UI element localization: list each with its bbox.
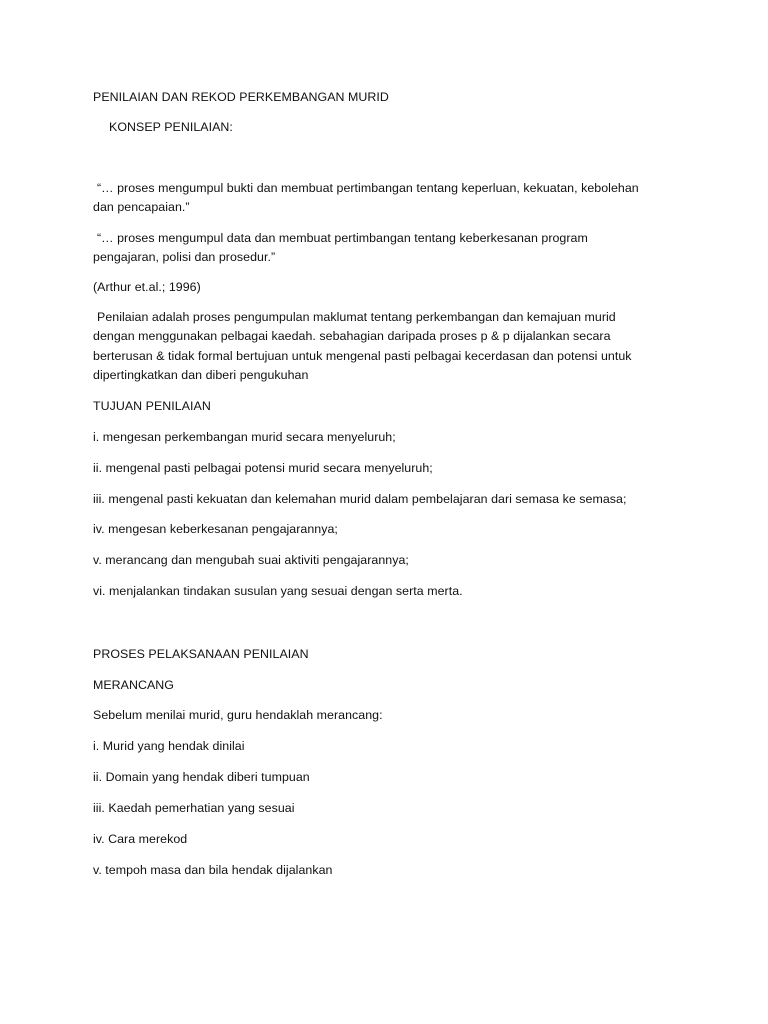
objective-item: iv. mengesan keberkesanan pengajarannya; bbox=[93, 522, 338, 536]
objective-item: i. mengesan perkembangan murid secara menyeluruh; bbox=[93, 430, 396, 444]
objective-item: v. merancang dan mengubah suai aktiviti pengajarannya; bbox=[93, 553, 409, 567]
planning-item: v. tempoh masa dan bila hendak dijalankan bbox=[93, 863, 333, 877]
process-heading: PROSES PELAKSANAAN PENILAIAN bbox=[93, 647, 309, 661]
planning-heading: MERANCANG bbox=[93, 678, 174, 692]
quote2-line2: pengajaran, polisi dan prosedur.” bbox=[93, 250, 276, 264]
citation: (Arthur et.al.; 1996) bbox=[93, 280, 201, 294]
planning-item: i. Murid yang hendak dinilai bbox=[93, 739, 245, 753]
objective-item: iii. mengenal pasti kekuatan dan kelemahan murid dalam pembelajaran dari semasa ke semasa; bbox=[93, 492, 627, 506]
quote1-line1: “… proses mengumpul bukti dan membuat pertimbangan tentang keperluan, kekuatan, kebolehan bbox=[97, 181, 639, 195]
paragraph-line2: dengan menggunakan pelbagai kaedah. sebahagian daripada proses p & p dijalankan secara bbox=[93, 329, 611, 343]
paragraph-line1: Penilaian adalah proses pengumpulan maklumat tentang perkembangan dan kemajuan murid bbox=[97, 310, 616, 324]
objectives-heading: TUJUAN PENILAIAN bbox=[93, 399, 211, 413]
objective-item: vi. menjalankan tindakan susulan yang sesuai dengan serta merta. bbox=[93, 584, 463, 598]
concept-heading: KONSEP PENILAIAN: bbox=[109, 120, 233, 134]
quote2-line1: “… proses mengumpul data dan membuat pertimbangan tentang keberkesanan program bbox=[97, 231, 588, 245]
paragraph-line4: dipertingkatkan dan diberi pengukuhan bbox=[93, 368, 309, 382]
quote1-line2: dan pencapaian.” bbox=[93, 200, 190, 214]
planning-item: iii. Kaedah pemerhatian yang sesuai bbox=[93, 801, 295, 815]
objective-item: ii. mengenal pasti pelbagai potensi murid secara menyeluruh; bbox=[93, 461, 433, 475]
document-title: PENILAIAN DAN REKOD PERKEMBANGAN MURID bbox=[93, 90, 389, 104]
planning-intro: Sebelum menilai murid, guru hendaklah merancang: bbox=[93, 708, 383, 722]
paragraph-line3: berterusan & tidak formal bertujuan untuk mengenal pasti pelbagai kecerdasan dan potensi untuk bbox=[93, 349, 632, 363]
planning-item: ii. Domain yang hendak diberi tumpuan bbox=[93, 770, 310, 784]
planning-item: iv. Cara merekod bbox=[93, 832, 188, 846]
